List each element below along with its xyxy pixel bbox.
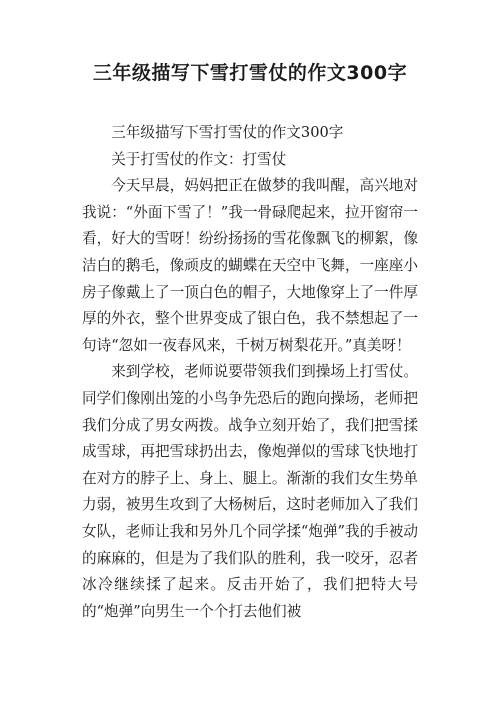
paragraph-subtitle: 三年级描写下雪打雪仗的作文300字	[111, 124, 344, 141]
paragraph-topic: 关于打雪仗的作文：打雪仗	[111, 150, 287, 168]
document-title: 三年级描写下雪打雪仗的作文300字	[92, 62, 408, 84]
document-body	[82, 120, 418, 625]
paragraph-snowball-fight: 来到学校，老师说要带领我们到操场上打雪仗。同学们像刚出笼的小鸟争先恐后的跑向操场，老师把我们分成了男女两拨。战争立刻开始了，我们把雪揉成雪球，再把雪球扔出去，像炮弹似的雪球飞快地打在对方的脖子上、身上、腿上。渐渐的我们女生势单力弱，被男生攻到了大杨树后，这时老师加入了我们女队，老师让我和另外几个同学揉“炮弹”我的手被动的麻麻的，但是为了我们队的胜利，我一咬牙，忍者冰冷继续揉了起来。反击开始了，我们把特大号的“炮弹”向男生一个个打去他们被	[82, 363, 418, 620]
paragraph-morning-snow: 今天早晨，妈妈把正在做梦的我叫醒，高兴地对我说：“外面下雪了！”我一骨碌爬起来，拉开窗帘一看，好大的雪呀！纷纷扬扬的雪花像飘飞的柳絮，像洁白的鹅毛，像顽皮的蝴蝶在天空中飞舞，一座座小房子像戴上了一顶白色的帽子，大地像穿上了一件厚厚的外衣，整个世界变成了银白色，我不禁想起了一句诗“忽如一夜春风来，千树万树梨花开。”真美呀！	[82, 177, 418, 354]
